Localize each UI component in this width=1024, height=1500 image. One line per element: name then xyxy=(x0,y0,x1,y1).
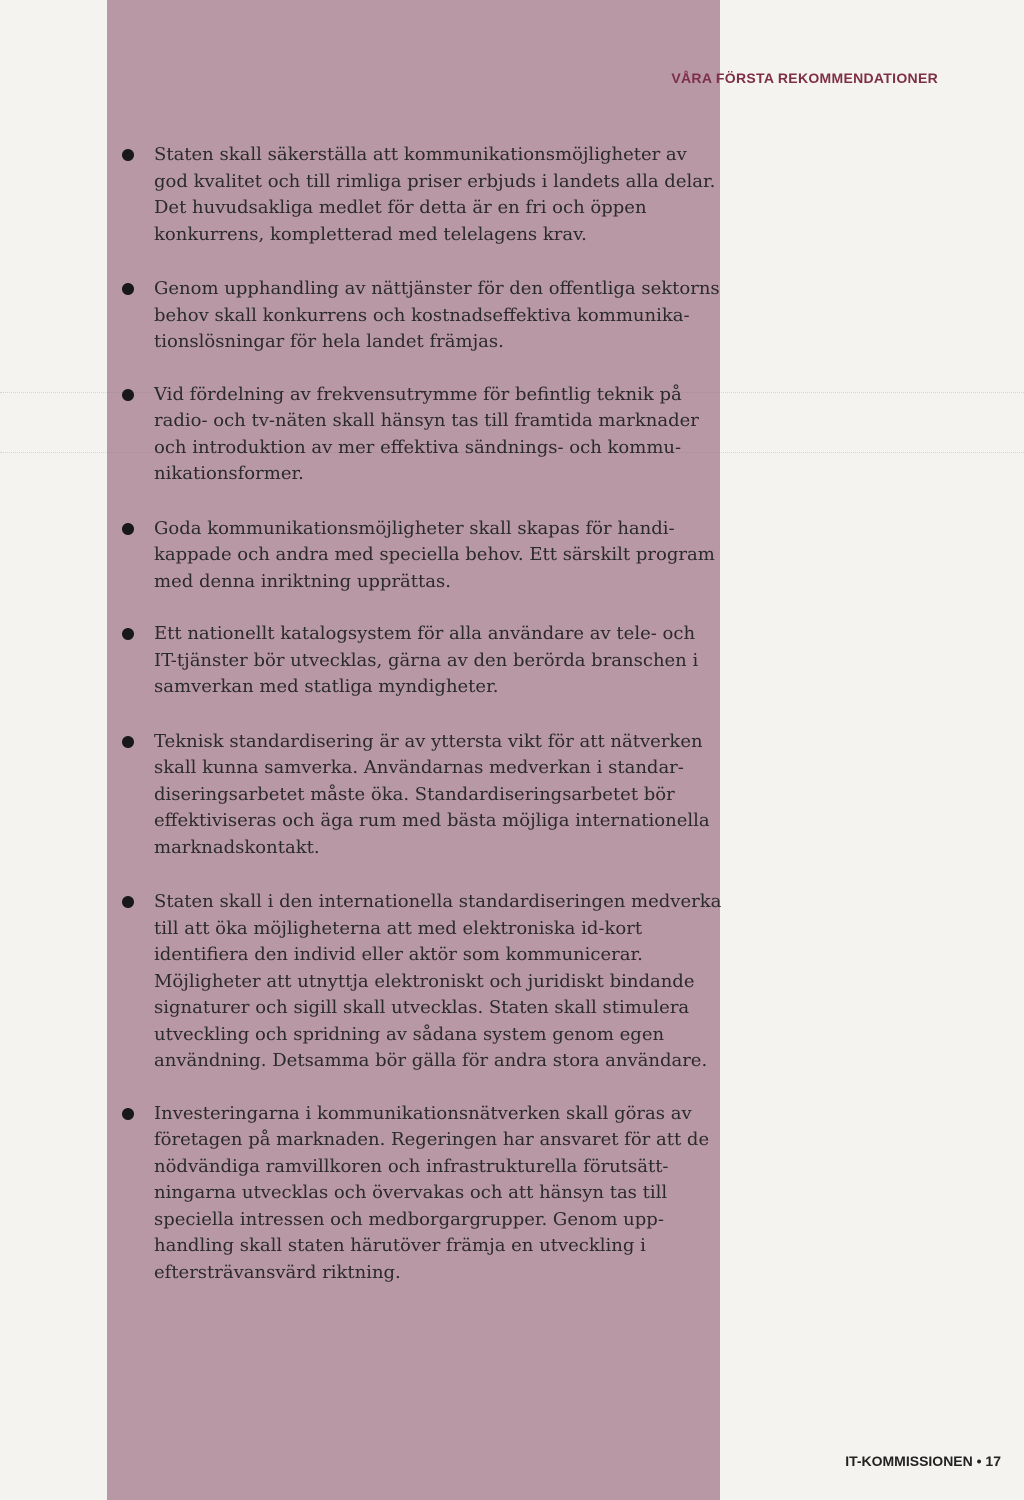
recommendation-line: samverkan med statliga myndigheter. xyxy=(154,676,499,697)
recommendation-line: identifiera den individ eller aktör som kommunicerar. xyxy=(154,944,643,965)
recommendation-line: diseringsarbetet måste öka. Standardiseringsarbetet bör xyxy=(154,783,675,805)
bullet-dot-icon xyxy=(122,628,134,640)
recommendation-line: eftersträvansvärd riktning. xyxy=(154,1261,401,1283)
recommendation-item xyxy=(122,276,722,356)
recommendation-line: Möjligheter att utnyttja elektroniskt och juridiskt bindande xyxy=(154,970,695,992)
recommendation-line: och introduktion av mer effektiva sändnings- och kommu- xyxy=(154,436,682,458)
recommendation-line: Teknisk standardisering är av yttersta vikt för att nätverken xyxy=(154,730,703,752)
bullet-dot-icon xyxy=(122,149,134,161)
recommendation-line: behov skall konkurrens och kostnadseffektiva kommunika- xyxy=(154,304,690,326)
recommendation-line: handling skall staten härutöver främja en utveckling i xyxy=(154,1235,646,1256)
recommendation-line: företagen på marknaden. Regeringen har ansvaret för att de xyxy=(154,1129,710,1150)
recommendation-line: kappade och andra med speciella behov. Ett särskilt program xyxy=(154,544,715,565)
recommendation-line: Ett nationellt katalogsystem för alla användare av tele- och xyxy=(154,623,696,644)
recommendation-item xyxy=(122,1101,722,1287)
bullet-dot-icon xyxy=(122,896,134,908)
recommendation-line: god kvalitet och till rimliga priser erbjuds i landets alla delar. xyxy=(154,170,716,192)
recommendation-line: tionslösningar för hela landet främjas. xyxy=(154,331,504,352)
recommendation-line: nödvändiga ramvillkoren och infrastrukturella förutsätt- xyxy=(154,1155,669,1177)
bullet-dot-icon xyxy=(122,1108,134,1120)
recommendation-line: skall kunna samverka. Användarnas medverkan i standar- xyxy=(154,757,684,778)
recommendation-item xyxy=(122,889,722,1075)
recommendation-item xyxy=(122,142,722,248)
recommendation-item xyxy=(122,516,722,596)
recommendation-line: Staten skall säkerställa att kommunikationsmöjligheter av xyxy=(154,144,687,165)
recommendation-item xyxy=(122,729,722,862)
section-heading: VÅRA FÖRSTA REKOMMENDATIONER xyxy=(671,70,938,86)
recommendation-line: Vid fördelning av frekvensutrymme för befintlig teknik på xyxy=(154,383,682,405)
recommendation-item xyxy=(122,382,722,488)
page-footer: IT-KOMMISSIONEN • 17 xyxy=(845,1453,1001,1469)
recommendation-line: till att öka möjligheterna att med elektroniska id-kort xyxy=(154,917,643,939)
recommendation-line: nikationsformer. xyxy=(154,463,304,484)
recommendation-line: Det huvudsakliga medlet för detta är en fri och öppen xyxy=(154,197,647,218)
recommendation-line: Goda kommunikationsmöjligheter skall skapas för handi- xyxy=(154,517,675,539)
recommendation-line: ningarna utvecklas och övervakas och att hänsyn tas till xyxy=(154,1182,668,1203)
recommendation-line: effektiviseras och äga rum med bästa möjliga internationella xyxy=(154,810,710,831)
recommendation-list xyxy=(122,142,722,1286)
recommendation-line: signaturer och sigill skall utvecklas. Staten skall stimulera xyxy=(154,997,690,1018)
bullet-dot-icon xyxy=(122,523,134,535)
bullet-dot-icon xyxy=(122,389,134,401)
recommendation-line: IT-tjänster bör utvecklas, gärna av den berörda branschen i xyxy=(154,649,699,671)
recommendation-line: Staten skall i den internationella standardiseringen medverka xyxy=(154,891,722,912)
recommendation-line: speciella intressen och medborgargrupper. Genom upp- xyxy=(154,1208,664,1230)
recommendation-line: marknadskontakt. xyxy=(154,836,320,858)
bullet-dot-icon xyxy=(122,736,134,748)
recommendation-item xyxy=(122,621,722,701)
recommendation-line: användning. Detsamma bör gälla för andra stora användare. xyxy=(154,1050,708,1071)
recommendation-line: Investeringarna i kommunikationsnätverken skall göras av xyxy=(154,1102,692,1124)
recommendation-line: Genom upphandling av nättjänster för den offentliga sektorns xyxy=(154,278,720,299)
recommendation-line: konkurrens, kompletterad med telelagens krav. xyxy=(154,223,587,245)
recommendation-line: utveckling och spridning av sådana system genom egen xyxy=(154,1023,665,1045)
recommendation-line: med denna inriktning upprättas. xyxy=(154,570,451,592)
recommendation-line: radio- och tv-näten skall hänsyn tas till framtida marknader xyxy=(154,410,699,431)
bullet-dot-icon xyxy=(122,283,134,295)
